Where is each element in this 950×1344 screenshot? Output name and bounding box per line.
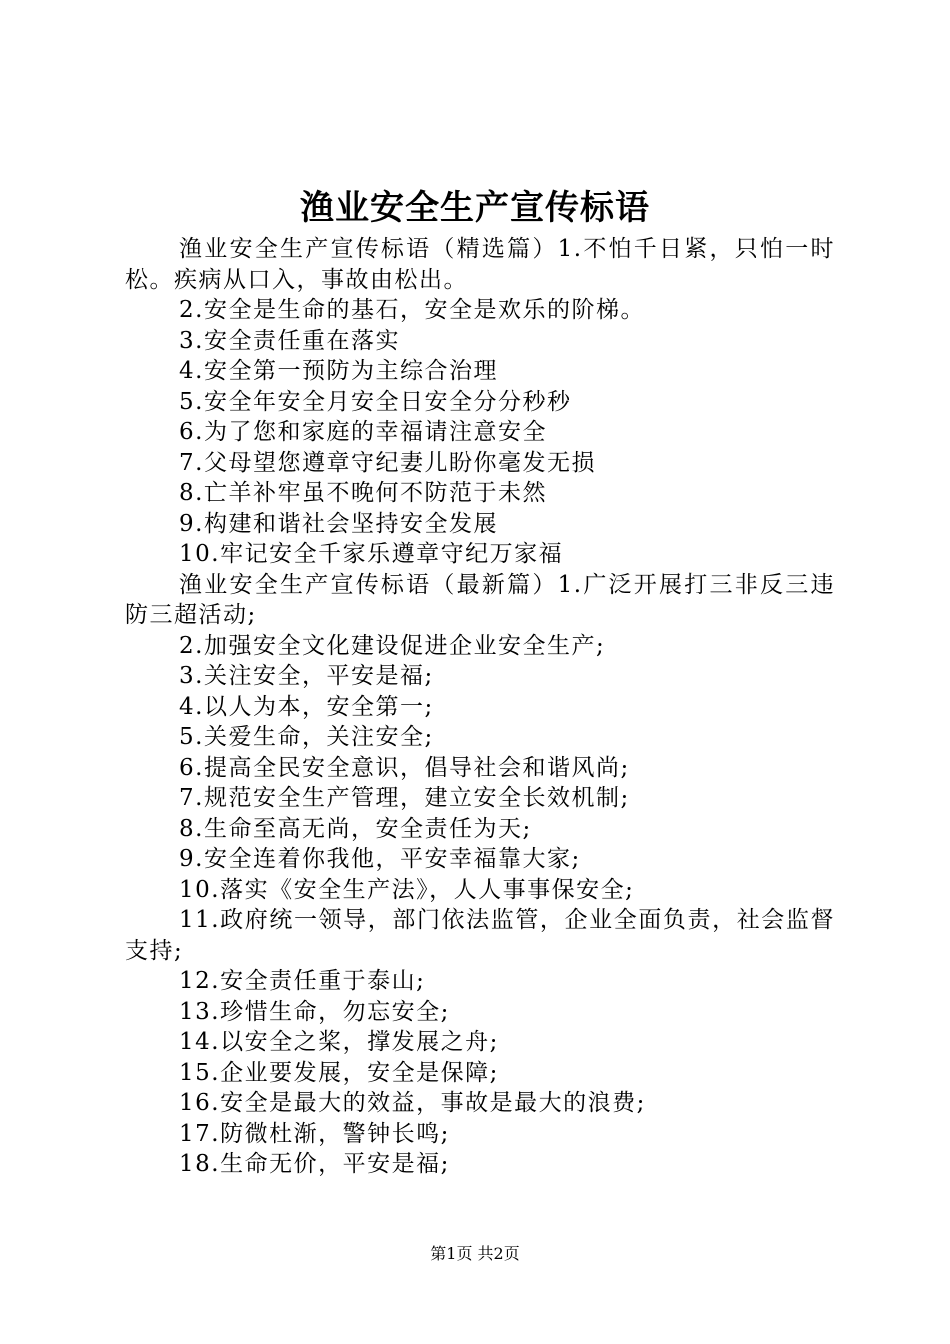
paragraph: 14.以安全之桨，撑发展之舟; [179, 1029, 499, 1055]
paragraph: 15.企业要发展，安全是保障; [179, 1059, 499, 1086]
paragraph: 18.生命无价，平安是福; [179, 1151, 450, 1177]
paragraph: 4.安全第一预防为主综合治理 [179, 358, 498, 384]
paragraph: 渔业安全生产宣传标语（精选篇）1.不怕千日紧，只怕一时松。疾病从口入，事故由松出。 [125, 236, 835, 293]
paragraph: 10.落实《安全生产法》，人人事事保安全; [179, 876, 635, 903]
paragraph: 5.关爱生命，关注安全; [179, 724, 434, 750]
paragraph: 13.珍惜生命，勿忘安全; [179, 998, 450, 1025]
paragraph: 7.规范安全生产管理，建立安全长效机制; [179, 785, 630, 811]
paragraph: 3.安全责任重在落实 [179, 327, 400, 354]
paragraph: 2.安全是生命的基石，安全是欢乐的阶梯。 [179, 297, 645, 323]
paragraph: 8.亡羊补牢虽不晚何不防范于未然 [179, 480, 547, 506]
document-title: 渔业安全生产宣传标语 [300, 188, 650, 228]
document-body [125, 234, 835, 1180]
paragraph: 9.构建和谐社会坚持安全发展 [179, 510, 498, 537]
paragraph: 2.加强安全文化建设促进企业安全生产; [179, 632, 606, 659]
paragraph: 3.关注安全，平安是福; [179, 663, 434, 689]
paragraph: 渔业安全生产宣传标语（最新篇）1.广泛开展打三非反三违防三超活动; [125, 571, 835, 628]
paragraph: 16.安全是最大的效益，事故是最大的浪费; [179, 1090, 646, 1116]
paragraph: 5.安全年安全月安全日安全分分秒秒 [179, 388, 572, 415]
page-footer: 第1页 共2页 [430, 1244, 520, 1263]
paragraph: 6.提高全民安全意识，倡导社会和谐风尚; [179, 754, 630, 781]
paragraph: 12.安全责任重于泰山; [179, 968, 426, 994]
paragraph: 7.父母望您遵章守纪妻儿盼你毫发无损 [179, 449, 596, 476]
paragraph: 4.以人为本，安全第一; [179, 693, 434, 720]
paragraph: 8.生命至高无尚，安全责任为天; [179, 815, 532, 842]
paragraph: 10.牢记安全千家乐遵章守纪万家福 [179, 541, 564, 567]
paragraph: 9.安全连着你我他，平安幸福靠大家; [179, 846, 581, 872]
paragraph: 11.政府统一领导，部门依法监管，企业全面负责，社会监督支持; [125, 907, 835, 964]
paragraph: 6.为了您和家庭的幸福请注意安全 [179, 419, 547, 445]
paragraph: 17.防微杜渐，警钟长鸣; [179, 1120, 450, 1147]
